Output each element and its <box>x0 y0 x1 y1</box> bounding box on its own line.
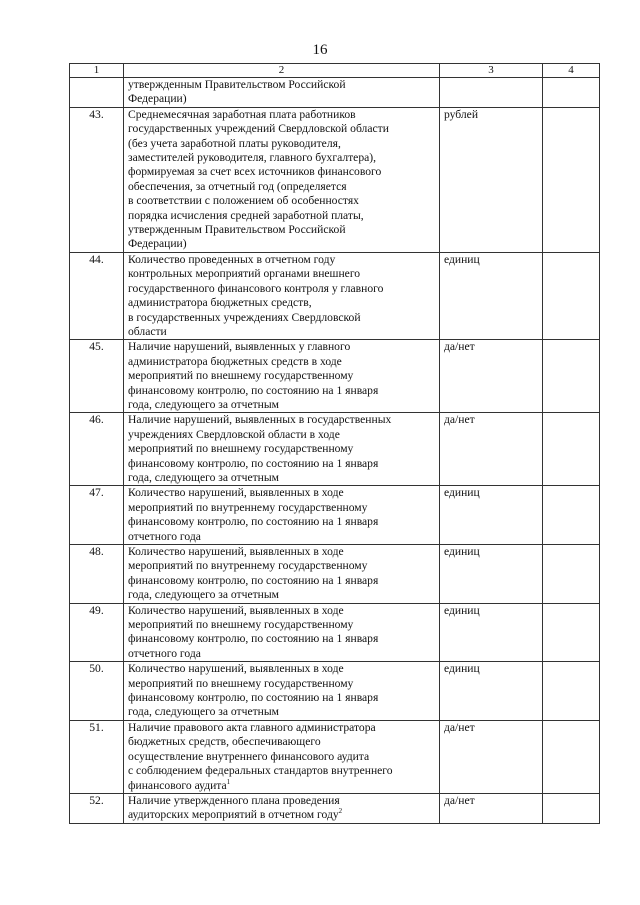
description-line-text: аудиторских мероприятий в отчетном году <box>128 808 339 822</box>
description-line-text: Наличие утвержденного плана проведения <box>128 793 340 807</box>
unit-of-measure <box>440 78 543 108</box>
table-row <box>70 78 600 108</box>
row-number: 46. <box>70 413 124 486</box>
description-line-text: отчетного года <box>128 646 201 660</box>
description-line <box>128 369 435 383</box>
description-line-text: с соблюдением федеральных стандартов внутреннего <box>128 764 393 778</box>
row-number <box>70 78 124 108</box>
description-line <box>128 151 435 165</box>
indicator-description <box>124 78 440 108</box>
description-line <box>128 721 435 735</box>
description-line-text: государственных учреждений Свердловской области <box>128 122 389 136</box>
description-line-text: мероприятий по внешнему государственному <box>128 676 354 690</box>
description-line <box>128 545 435 559</box>
description-line-text: утвержденным Правительством Российской <box>128 223 346 237</box>
description-line-text: года, следующего за отчетным <box>128 705 279 719</box>
description-line-text: финансовому контролю, по состоянию на 1 января <box>128 573 379 587</box>
description-line-text: утвержденным Правительством Российской <box>128 78 346 91</box>
description-line <box>128 137 435 151</box>
description-line-text: финансовому контролю, по состоянию на 1 января <box>128 456 379 470</box>
indicator-value <box>543 486 600 545</box>
unit-of-measure: единиц <box>440 486 543 545</box>
table-row <box>70 486 600 545</box>
description-line <box>128 662 435 676</box>
description-line <box>128 384 435 398</box>
description-line <box>128 398 435 412</box>
description-line <box>128 808 435 822</box>
row-number: 52. <box>70 793 124 823</box>
unit-of-measure: единиц <box>440 662 543 721</box>
indicator-description <box>124 252 440 339</box>
description-line-text: в государственных учреждениях Свердловской <box>128 310 361 324</box>
indicator-value <box>543 78 600 108</box>
indicator-description <box>124 486 440 545</box>
row-number: 45. <box>70 340 124 413</box>
indicator-value <box>543 720 600 793</box>
description-line <box>128 180 435 194</box>
row-number: 47. <box>70 486 124 545</box>
description-line-text: мероприятий по внешнему государственному <box>128 369 354 383</box>
description-line <box>128 515 435 529</box>
description-line-text: в соответствии с положением об особенностях <box>128 194 359 208</box>
table-row <box>70 252 600 339</box>
description-line-text: мероприятий по внешнему государственному <box>128 442 354 456</box>
description-line <box>128 325 435 339</box>
description-line <box>128 122 435 136</box>
description-line-text: контрольных мероприятий органами внешнего <box>128 267 361 281</box>
description-line-text: отчетного года <box>128 529 201 543</box>
table-row <box>70 720 600 793</box>
description-line-text: формируемая за счет всех источников финансового <box>128 165 382 179</box>
description-line-text: Количество нарушений, выявленных в ходе <box>128 662 344 676</box>
description-line-text: Количество нарушений, выявленных в ходе <box>128 545 344 558</box>
table-row <box>70 340 600 413</box>
description-line-text: администратора бюджетных средств, <box>128 296 312 310</box>
indicator-value <box>543 413 600 486</box>
description-line <box>128 296 435 310</box>
page-number: 16 <box>312 42 328 58</box>
description-line <box>128 588 435 602</box>
description-line-text: мероприятий по внутреннему государственному <box>128 559 368 573</box>
description-line <box>128 471 435 485</box>
row-number: 48. <box>70 545 124 604</box>
description-line-text: осуществление внутреннего финансового аудита <box>128 749 370 763</box>
description-line-text: государственного финансового контроля у главного <box>128 281 384 295</box>
description-line <box>128 237 435 251</box>
description-line <box>128 311 435 325</box>
row-number: 44. <box>70 252 124 339</box>
description-line <box>128 632 435 646</box>
description-line <box>128 559 435 573</box>
description-line-text: финансовому контролю, по состоянию на 1 января <box>128 515 379 529</box>
description-line <box>128 223 435 237</box>
indicator-value <box>543 252 600 339</box>
description-line <box>128 764 435 778</box>
row-number: 49. <box>70 603 124 662</box>
description-line-text: Федерации) <box>128 237 187 251</box>
unit-of-measure: единиц <box>440 545 543 604</box>
description-line <box>128 735 435 749</box>
description-line-text: Наличие правового акта главного администратора <box>128 720 376 734</box>
description-line-text: Федерации) <box>128 92 187 106</box>
unit-of-measure: да/нет <box>440 720 543 793</box>
description-line-text: Количество нарушений, выявленных в ходе <box>128 486 344 500</box>
description-line <box>128 267 435 281</box>
table-row <box>70 413 600 486</box>
description-line <box>128 779 435 793</box>
description-line-text: года, следующего за отчетным <box>128 588 279 602</box>
description-line-text: бюджетных средств, обеспечивающего <box>128 735 321 749</box>
description-line-text: Количество проведенных в отчетном году <box>128 252 336 266</box>
description-line <box>128 486 435 500</box>
description-line <box>128 457 435 471</box>
description-line <box>128 194 435 208</box>
indicators-table <box>69 63 600 824</box>
description-line <box>128 604 435 618</box>
footnote-marker: 1 <box>226 777 231 786</box>
description-line-text: (без учета заработной платы руководителя, <box>128 136 341 150</box>
indicator-description <box>124 107 440 252</box>
description-line-text: Среднемесячная заработная плата работников <box>128 107 356 121</box>
indicator-value <box>543 793 600 823</box>
indicator-description <box>124 793 440 823</box>
indicator-description <box>124 662 440 721</box>
description-line-text: обеспечения, за отчетный год (определяется <box>128 179 347 193</box>
table-row <box>70 107 600 252</box>
description-line-text: Наличие нарушений, выявленных в государственных <box>128 413 392 427</box>
description-line <box>128 705 435 719</box>
description-line <box>128 442 435 456</box>
row-number: 43. <box>70 107 124 252</box>
description-line <box>128 92 435 106</box>
column-header-unit: 3 <box>440 64 543 78</box>
description-line-text: заместителей руководителя, главного бухгалтера), <box>128 151 377 165</box>
table-row <box>70 545 600 604</box>
description-line <box>128 78 435 92</box>
indicator-value <box>543 545 600 604</box>
table-row <box>70 793 600 823</box>
description-line-text: области <box>128 324 167 338</box>
description-line <box>128 691 435 705</box>
unit-of-measure: да/нет <box>440 340 543 413</box>
indicator-description <box>124 720 440 793</box>
description-line <box>128 677 435 691</box>
unit-of-measure: да/нет <box>440 793 543 823</box>
description-line-text: Наличие нарушений, выявленных у главного <box>128 340 351 354</box>
description-line <box>128 165 435 179</box>
column-header-number: 1 <box>70 64 124 78</box>
description-line <box>128 574 435 588</box>
indicator-description <box>124 545 440 604</box>
description-line <box>128 794 435 808</box>
description-line <box>128 413 435 427</box>
description-line-text: мероприятий по внутреннему государственному <box>128 500 368 514</box>
indicator-value <box>543 107 600 252</box>
table-row <box>70 603 600 662</box>
description-line-text: финансового аудита <box>128 778 227 792</box>
description-line-text: Количество нарушений, выявленных в ходе <box>128 603 344 617</box>
indicator-value <box>543 662 600 721</box>
indicator-description <box>124 603 440 662</box>
indicator-description <box>124 340 440 413</box>
column-header-indicator: 2 <box>124 64 440 78</box>
table-row <box>70 662 600 721</box>
description-line <box>128 501 435 515</box>
row-number: 51. <box>70 720 124 793</box>
description-line-text: администратора бюджетных средств в ходе <box>128 354 342 368</box>
description-line <box>128 209 435 223</box>
unit-of-measure: единиц <box>440 252 543 339</box>
description-line <box>128 355 435 369</box>
description-line <box>128 618 435 632</box>
description-line <box>128 253 435 267</box>
description-line-text: года, следующего за отчетным <box>128 470 279 484</box>
indicator-value <box>543 340 600 413</box>
description-line-text: мероприятий по внешнему государственному <box>128 618 354 632</box>
description-line <box>128 530 435 544</box>
description-line <box>128 428 435 442</box>
description-line <box>128 108 435 122</box>
description-line <box>128 340 435 354</box>
description-line-text: финансовому контролю, по состоянию на 1 января <box>128 383 379 397</box>
description-line-text: года, следующего за отчетным <box>128 397 279 411</box>
unit-of-measure: рублей <box>440 107 543 252</box>
row-number: 50. <box>70 662 124 721</box>
description-line-text: порядка исчисления средней заработной платы, <box>128 208 364 222</box>
column-header-value: 4 <box>543 64 600 78</box>
description-line-text: учреждениях Свердловской области в ходе <box>128 427 340 441</box>
table-header-row <box>70 64 600 78</box>
unit-of-measure: единиц <box>440 603 543 662</box>
indicator-description <box>124 413 440 486</box>
description-line <box>128 282 435 296</box>
description-line <box>128 647 435 661</box>
footnote-marker: 2 <box>338 807 343 816</box>
description-line-text: финансовому контролю, по состоянию на 1 января <box>128 691 379 705</box>
description-line-text: финансовому контролю, по состоянию на 1 января <box>128 632 379 646</box>
indicator-value <box>543 603 600 662</box>
description-line <box>128 750 435 764</box>
unit-of-measure: да/нет <box>440 413 543 486</box>
